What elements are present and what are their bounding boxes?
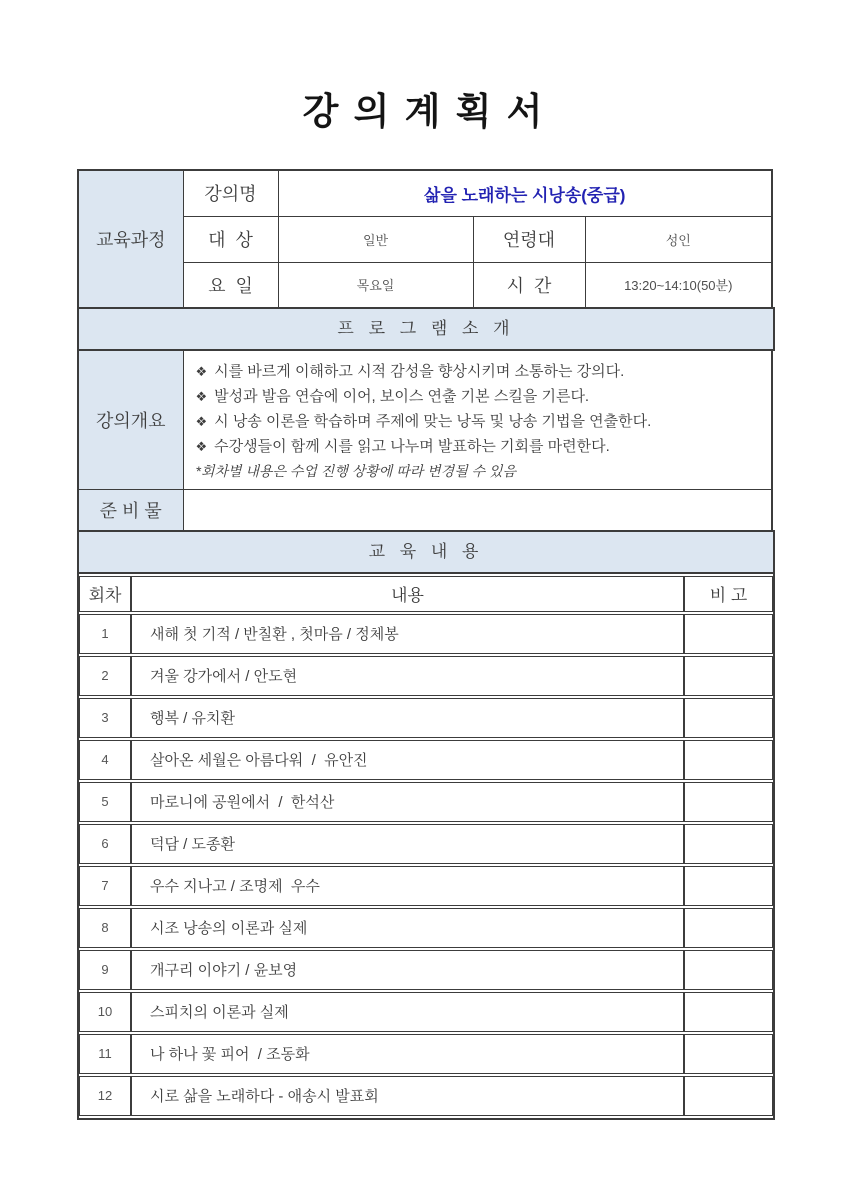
diamond-bullet-icon: ❖ [195,389,208,404]
course-section-label: 교육과정 [78,170,183,308]
diamond-bullet-icon: ❖ [195,364,208,379]
target-value: 일반 [278,216,473,262]
session-remarks [684,1034,773,1074]
overview-content [183,350,772,490]
table-row [79,740,773,780]
overview-section-label: 강의개요 [78,350,183,490]
session-number: 11 [79,1034,131,1074]
table-row [79,950,773,990]
sessions-table [77,572,775,1120]
table-row [79,782,773,822]
column-header-session: 회차 [79,576,131,612]
diamond-bullet-icon: ❖ [195,439,208,454]
session-remarks [684,1076,773,1116]
session-number: 5 [79,782,131,822]
table-row [79,1034,773,1074]
overview-table [77,349,773,532]
session-remarks [684,782,773,822]
overview-bullet-line [196,359,762,384]
session-remarks [684,866,773,906]
session-content: 시로 삶을 노래하다 - 애송시 발표회 [131,1076,684,1116]
table-row [79,614,773,654]
lecture-name-value: 삶을 노래하는 시낭송(중급) [278,170,772,216]
age-group-value: 성인 [585,216,772,262]
table-row [79,866,773,906]
session-number: 1 [79,614,131,654]
session-remarks [684,908,773,948]
table-row [79,908,773,948]
overview-bullet-line [196,384,762,409]
session-content: 우수 지나고 / 조명제 우수 [131,866,684,906]
curriculum-band: 교 육 내 용 [77,530,775,574]
session-content: 덕담 / 도종환 [131,824,684,864]
session-content: 시조 낭송의 이론과 실제 [131,908,684,948]
diamond-bullet-icon: ❖ [195,414,208,429]
materials-label: 준 비 물 [78,490,183,531]
overview-bullet-text: 시를 바르게 이해하고 시적 감성을 향상시키며 소통하는 강의다. [214,363,625,380]
overview-bullet-line [196,434,762,459]
overview-note: *회차별 내용은 수업 진행 상황에 따라 변경될 수 있음 [195,463,517,479]
session-content: 겨울 강가에서 / 안도현 [131,656,684,696]
session-content: 개구리 이야기 / 윤보영 [131,950,684,990]
session-number: 9 [79,950,131,990]
session-content: 새해 첫 기적 / 반칠환 , 첫마음 / 정체봉 [131,614,684,654]
table-row [79,1076,773,1116]
session-content: 나 하나 꽃 피어 / 조동화 [131,1034,684,1074]
table-row [79,824,773,864]
target-label: 대 상 [183,216,278,262]
course-info-table [77,169,773,309]
time-value: 13:20~14:10(50분) [585,262,772,308]
session-remarks [684,740,773,780]
time-label: 시 간 [473,262,585,308]
materials-value [183,490,772,531]
program-intro-band: 프 로 그 램 소 개 [77,307,775,351]
session-number: 10 [79,992,131,1032]
column-header-content: 내용 [131,576,684,612]
session-remarks [684,614,773,654]
session-number: 7 [79,866,131,906]
page-title: 강 의 계 획 서 [302,92,546,133]
session-remarks [684,992,773,1032]
overview-bullet-line [196,409,762,434]
session-number: 3 [79,698,131,738]
column-header-remarks: 비 고 [684,576,773,612]
session-content: 마로니에 공원에서 / 한석산 [131,782,684,822]
table-row [79,698,773,738]
session-number: 8 [79,908,131,948]
overview-bullet-text: 시 낭송 이론을 학습하며 주제에 맞는 낭독 및 낭송 기법을 연출한다. [214,413,652,430]
overview-bullet-text: 수강생들이 함께 시를 읽고 나누며 발표하는 기회를 마련한다. [214,438,610,455]
session-number: 12 [79,1076,131,1116]
day-label: 요 일 [183,262,278,308]
day-value: 목요일 [278,262,473,308]
table-row [79,656,773,696]
session-remarks [684,824,773,864]
age-group-label: 연령대 [473,216,585,262]
session-remarks [684,698,773,738]
lecture-name-label: 강의명 [183,170,278,216]
session-content: 스피치의 이론과 실제 [131,992,684,1032]
overview-bullet-text: 발성과 발음 연습에 이어, 보이스 연출 기본 스킬을 기른다. [214,388,590,405]
session-number: 4 [79,740,131,780]
session-number: 6 [79,824,131,864]
session-content: 살아온 세월은 아름다워 / 유안진 [131,740,684,780]
session-content: 행복 / 유치환 [131,698,684,738]
session-remarks [684,950,773,990]
session-remarks [684,656,773,696]
session-number: 2 [79,656,131,696]
table-row [79,992,773,1032]
